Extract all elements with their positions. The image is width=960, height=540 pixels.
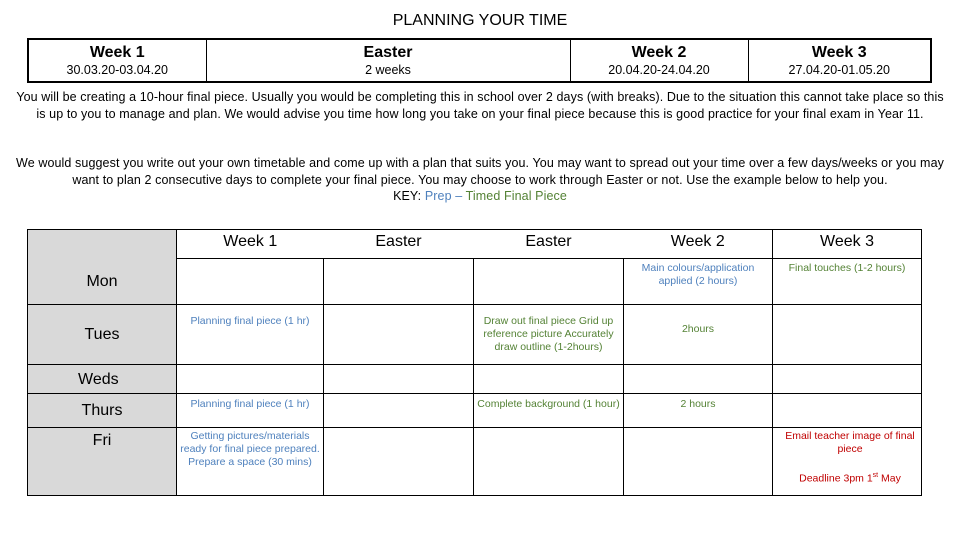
cell: Planning final piece (1 hr) — [177, 305, 324, 365]
cell — [773, 305, 922, 365]
intro-paragraph: You will be creating a 10-hour final piece. Usually you would be completing this in school over 2 days (with breaks). Due to the situation this cannot take place so this is up to you to manage and plan. We would advise you time how long you take on your final piece because this is good practice for your final exam in Year 11. — [16, 90, 944, 121]
summary-heading: Week 2 — [570, 39, 748, 63]
cell — [474, 259, 624, 305]
summary-dates: 30.03.20-03.04.20 — [28, 63, 206, 82]
cell: Planning final piece (1 hr) — [177, 394, 324, 428]
cell — [324, 428, 474, 496]
column-header: Easter — [324, 230, 474, 259]
cell — [773, 428, 922, 496]
column-header: Week 1 — [177, 230, 324, 259]
key-label: KEY: — [393, 189, 425, 203]
cell — [624, 428, 773, 496]
cell — [773, 394, 922, 428]
column-header: Week 2 — [624, 230, 773, 259]
day-label: Tues — [28, 305, 177, 365]
column-header: Week 3 — [773, 230, 922, 259]
day-label: Fri — [28, 428, 177, 496]
email-note: Email teacher image of final piece — [785, 430, 915, 455]
timetable — [27, 229, 922, 496]
corner-cell — [28, 230, 177, 259]
cell: Main colours/application applied (2 hours) — [624, 259, 773, 305]
summary-dates: 2 weeks — [206, 63, 570, 82]
cell — [177, 259, 324, 305]
summary-heading: Week 1 — [28, 39, 206, 63]
cell — [773, 365, 922, 394]
cell — [177, 365, 324, 394]
cell: Draw out final piece Grid up reference picture Accurately draw outline (1-2hours) — [474, 305, 624, 365]
cell — [324, 305, 474, 365]
suggestion-paragraph — [12, 155, 948, 205]
day-label: Weds — [28, 365, 177, 394]
suggestion-text: We would suggest you write out your own timetable and come up with a plan that suits you. You may want to spread out your time over a few days/weeks or you may want to plan 2 consecutive days to complete your final piece. You may choose to work through Easter or not. Use the example below to help you. — [16, 156, 944, 187]
day-label: Thurs — [28, 394, 177, 428]
day-label: Mon — [28, 259, 177, 305]
page-title: PLANNING YOUR TIME — [392, 12, 568, 29]
summary-dates: 20.04.20-24.04.20 — [570, 63, 748, 82]
cell — [474, 365, 624, 394]
summary-dates: 27.04.20-01.05.20 — [748, 63, 931, 82]
cell: Complete background (1 hour) — [474, 394, 624, 428]
summary-table — [27, 38, 932, 83]
cell — [324, 365, 474, 394]
cell: 2hours — [624, 305, 773, 365]
cell — [474, 428, 624, 496]
cell — [624, 365, 773, 394]
cell — [324, 394, 474, 428]
column-header: Easter — [474, 230, 624, 259]
key-timed: Timed Final Piece — [465, 189, 567, 203]
key-prep: Prep — [424, 189, 452, 203]
cell: Getting pictures/materials ready for final piece prepared. Prepare a space (30 mins) — [177, 428, 324, 496]
key-dash: – — [451, 189, 466, 203]
cell: Final touches (1-2 hours) — [773, 259, 922, 305]
cell: 2 hours — [624, 394, 773, 428]
deadline-note: Deadline 3pm 1st May — [799, 472, 901, 485]
summary-heading: Week 3 — [748, 39, 931, 63]
summary-heading: Easter — [206, 39, 570, 63]
cell — [324, 259, 474, 305]
